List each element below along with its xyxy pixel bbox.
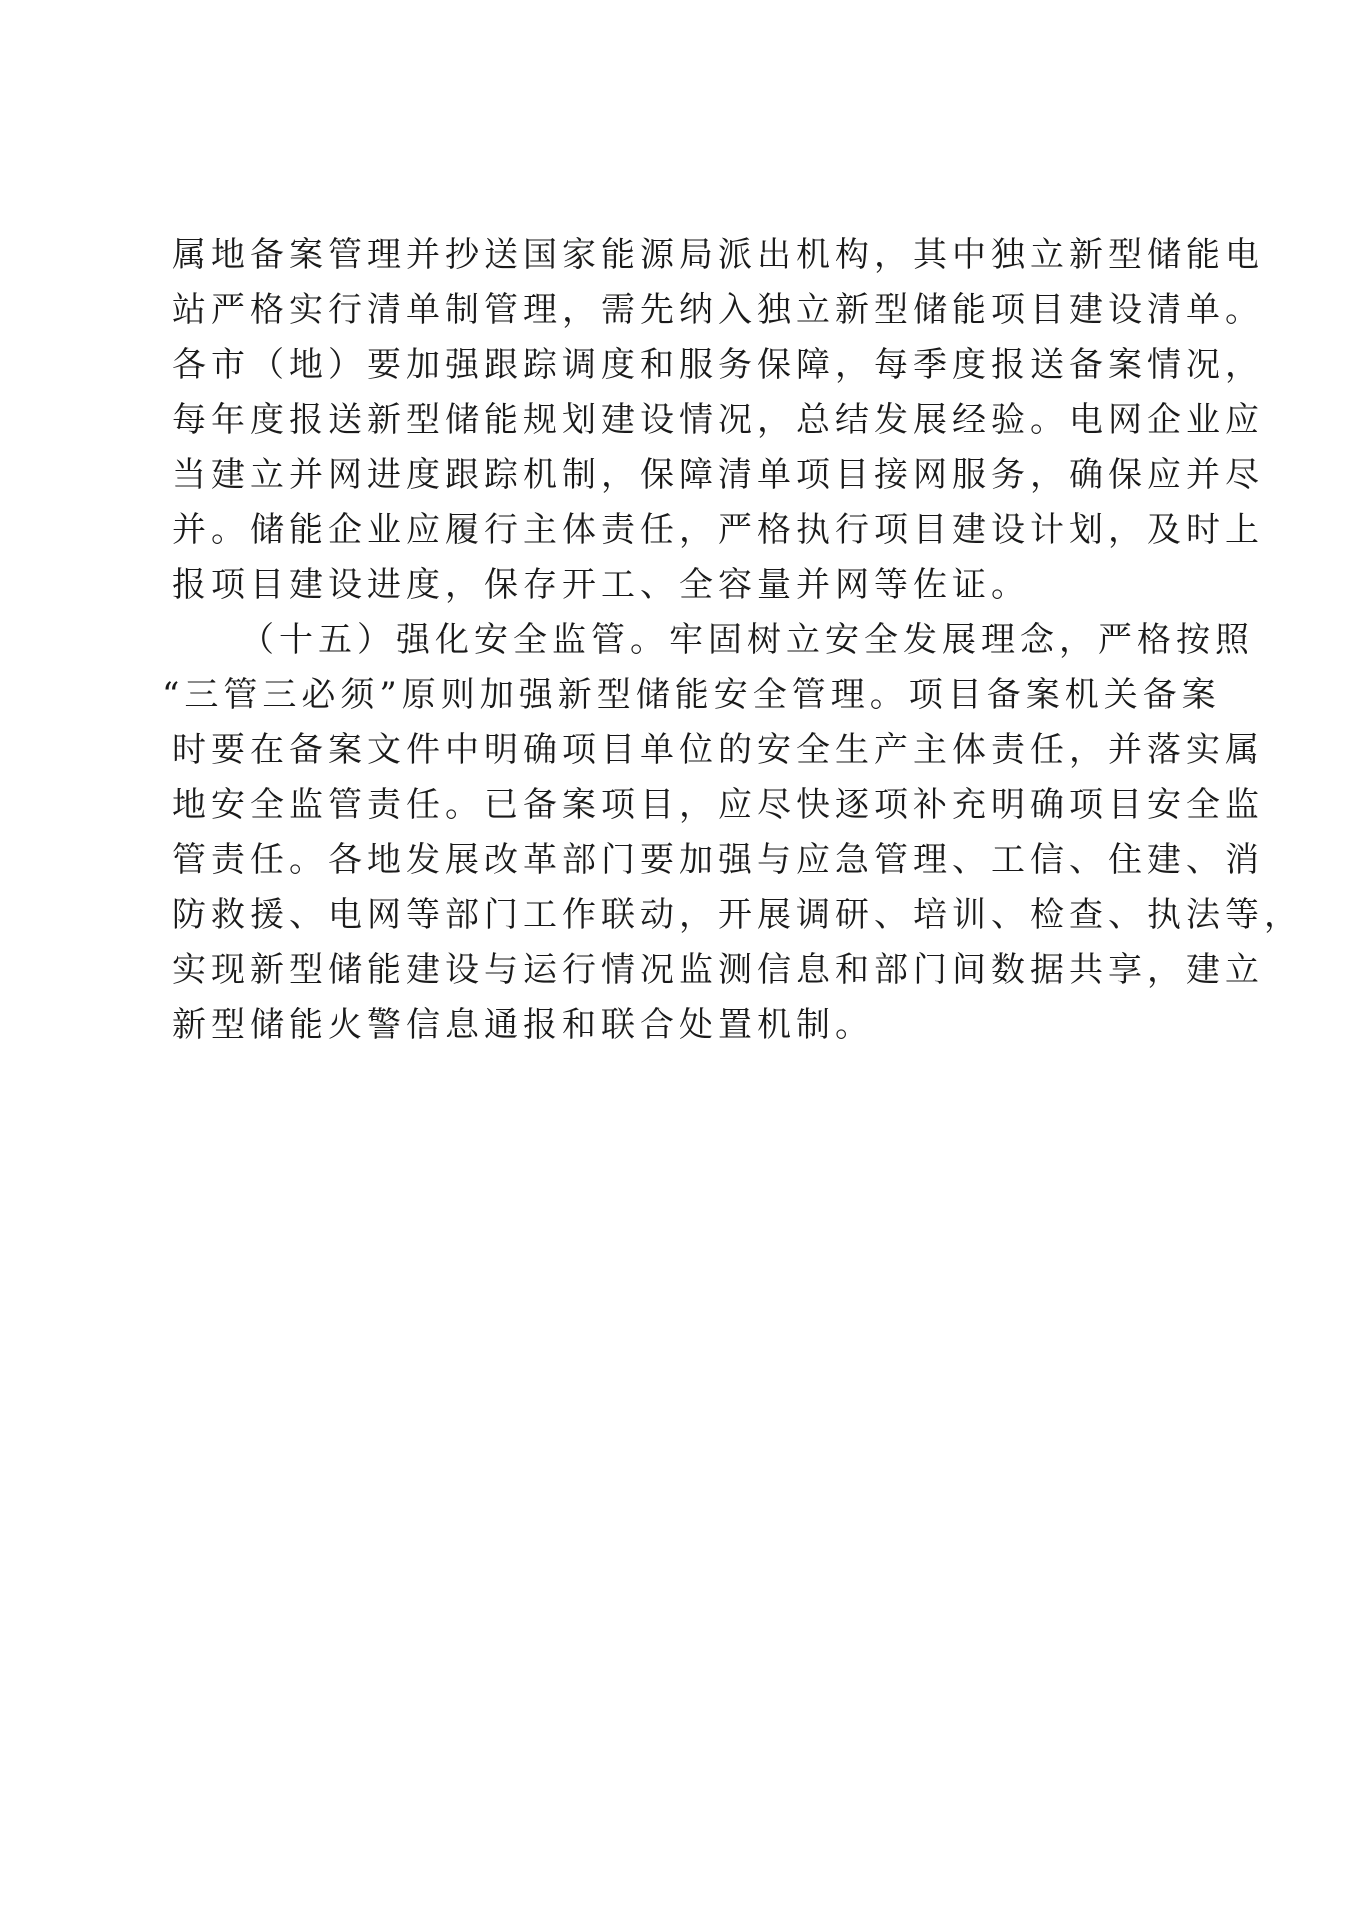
- paragraph-line: 管责任。各地发展改革部门要加强与应急管理、工信、住建、消: [172, 840, 1264, 880]
- paragraph-line: 站严格实行清单制管理，需先纳入独立新型储能项目建设清单。: [172, 290, 1264, 330]
- paragraph-line: 并。储能企业应履行主体责任，严格执行项目建设计划，及时上: [172, 510, 1264, 550]
- paragraph-line: “三管三必须”原则加强新型储能安全管理。项目备案机关备案: [162, 675, 1221, 715]
- paragraph-line: 实现新型储能建设与运行情况监测信息和部门间数据共享，建立: [172, 950, 1264, 990]
- paragraph-line: 新型储能火警信息通报和联合处置机制。: [172, 1005, 874, 1045]
- paragraph-heading-line: （十五）强化安全监管。牢固树立安全发展理念，严格按照: [240, 620, 1254, 660]
- paragraph-2: [162, 613, 1303, 1053]
- paragraph-line: 当建立并网进度跟踪机制，保障清单项目接网服务，确保应并尽: [172, 455, 1264, 495]
- paragraph-line: 属地备案管理并抄送国家能源局派出机构，其中独立新型储能电: [172, 235, 1264, 275]
- paragraph-line: 每年度报送新型储能规划建设情况，总结发展经验。电网企业应: [172, 400, 1264, 440]
- paragraph-1: [172, 228, 1264, 613]
- paragraph-line: 防救援、电网等部门工作联动，开展调研、培训、检查、执法等，: [172, 895, 1303, 935]
- document-body: [162, 228, 1303, 1053]
- paragraph-line: 各市（地）要加强跟踪调度和服务保障，每季度报送备案情况，: [172, 345, 1264, 385]
- paragraph-line: 报项目建设进度，保存开工、全容量并网等佐证。: [172, 565, 1030, 605]
- paragraph-line: 时要在备案文件中明确项目单位的安全生产主体责任，并落实属: [172, 730, 1264, 770]
- paragraph-line: 地安全监管责任。已备案项目，应尽快逐项补充明确项目安全监: [172, 785, 1264, 825]
